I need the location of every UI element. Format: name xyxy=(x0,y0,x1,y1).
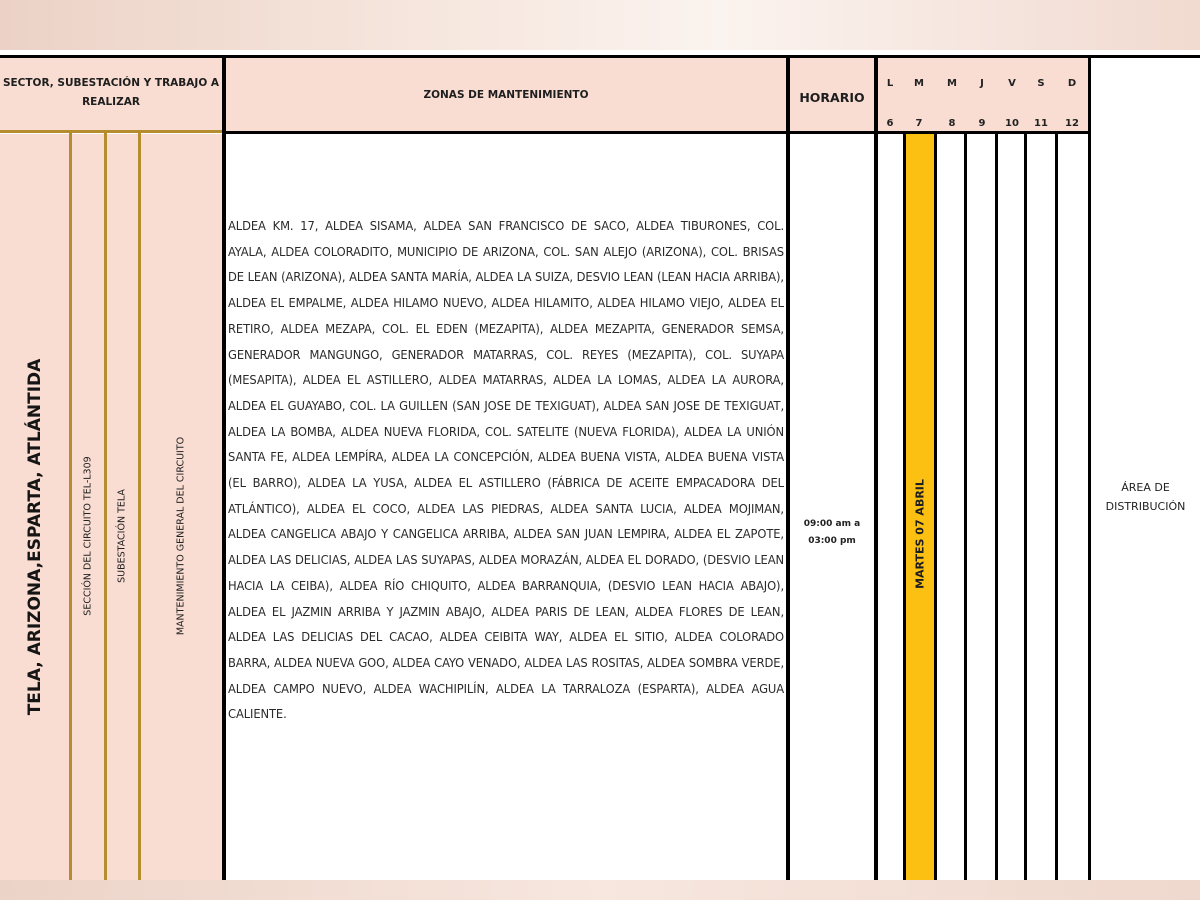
column-divider xyxy=(222,55,226,880)
gold-column-divider xyxy=(104,133,107,880)
header-sector: SECTOR, SUBESTACIÓN Y TRABAJO A REALIZAR xyxy=(2,77,220,108)
day-number: 7 xyxy=(915,118,923,129)
schedule-start: 09:00 am a xyxy=(803,519,861,529)
day-divider xyxy=(1055,134,1058,880)
column-divider xyxy=(1088,55,1091,880)
day-number: 11 xyxy=(1034,118,1048,129)
blurred-background-bottom xyxy=(0,880,1200,900)
gold-header-separator xyxy=(0,130,222,133)
area-label xyxy=(1091,478,1200,516)
schedule-time xyxy=(790,516,874,550)
table-border-top xyxy=(0,55,1200,58)
date-label: MARTES 07 ABRIL xyxy=(913,479,927,589)
day-letter: J xyxy=(980,78,984,89)
circuit-section-label: SECCIÓN DEL CIRCUITO TEL-L309 xyxy=(82,456,94,616)
day-number: 8 xyxy=(948,118,956,129)
column-divider xyxy=(786,55,790,880)
maintenance-schedule-table xyxy=(0,50,1200,880)
day-letter: M xyxy=(914,78,924,89)
day-letter: D xyxy=(1067,78,1077,89)
day-letter: M xyxy=(947,78,957,89)
header-zones: ZONAS DE MANTENIMIENTO xyxy=(423,89,589,101)
day-letter: V xyxy=(1008,78,1016,89)
day-number: 6 xyxy=(886,118,894,129)
area-label-line1: ÁREA DE xyxy=(1121,481,1170,494)
header-schedule: HORARIO xyxy=(799,89,865,105)
column-divider xyxy=(874,55,878,880)
day-number: 9 xyxy=(978,118,986,129)
substation-label: SUBESTACIÓN TELA xyxy=(116,489,128,583)
day-divider xyxy=(995,134,998,880)
day-divider xyxy=(964,134,967,880)
work-description-label: MANTENIMIENTO GENERAL DEL CIRCUITO xyxy=(175,436,187,636)
day-letter: S xyxy=(1037,78,1045,89)
day-divider xyxy=(903,134,906,880)
day-divider xyxy=(934,134,937,880)
blurred-background-top xyxy=(0,0,1200,50)
area-label-line2: DISTRIBUCIÓN xyxy=(1105,500,1186,513)
day-number: 10 xyxy=(1005,118,1019,129)
sector-location-label: TELA, ARIZONA,ESPARTA, ATLÁNTIDA xyxy=(25,358,45,716)
gold-column-divider xyxy=(138,133,141,880)
header-separator xyxy=(222,131,1090,134)
day-number: 12 xyxy=(1065,118,1079,129)
day-divider xyxy=(1024,134,1027,880)
gold-column-divider xyxy=(69,133,72,880)
maintenance-zones-text: ALDEA KM. 17, ALDEA SISAMA, ALDEA SAN FRANCISCO DE SACO, ALDEA TIBURONES, COL. AYALA, ALDEA COLORADITO, MUNICIPIO DE ARIZONA, COL. SAN ALEJO (ARIZONA), COL. BRISAS DE LEAN (ARIZONA), ALDEA SANTA MARÍA, ALDEA LA SUIZA, DESVIO LEAN (LEAN HACIA ARRIBA), ALDEA EL EMPALME, ALDEA HILAMO NUEVO, ALDEA HILAMITO, ALDEA HILAMO VIEJO, ALDEA EL RETIRO, ALDEA MEZAPA, COL. EL EDEN (MEZAPITA), ALDEA MEZAPITA, GENERADOR SEMSA, GENERADOR MANGUNGO, GENERADOR MATARRAS, COL. REYES (MEZAPITA), COL. SUYAPA (MESAPITA), ALDEA EL ASTILLERO, ALDEA MATARRAS, ALDEA LA LOMAS, ALDEA LA AURORA, ALDEA EL GUAYABO, COL. LA GUILLEN (SAN JOSE DE TEXIGUAT), ALDEA SAN JOSE DE TEXIGUAT, ALDEA LA BOMBA, ALDEA NUEVA FLORIDA, COL. SATELITE (NUEVA FLORIDA), ALDEA LA UNIÓN SANTA FE, ALDEA LEMPÍRA, ALDEA LA CONCEPCIÓN, ALDEA BUENA VISTA, ALDEA BUENA VISTA (EL BARRO), ALDEA LA YUSA, ALDEA EL ASTILLERO (FÁBRICA DE ACEITE EMPACADORA DEL ATLÁNTICO), ALDEA EL COCO, ALDEA LAS PIEDRAS, ALDEA SANTA LUCIA, ALDEA MOJIMAN, ALDEA CANGELICA ABAJO Y CANGELICA ARRIBA, ALDEA SAN JUAN LEMPIRA, ALDEA EL ZAPOTE, ALDEA LAS DELICIAS, ALDEA LAS SUYAPAS, ALDEA MORAZÁN, ALDEA EL DORADO, (DESVIO LEAN HACIA LA CEIBA), ALDEA RÍO CHIQUITO, ALDEA BARRANQUIA, (DESVIO LEAN HACIA ABAJO), ALDEA EL JAZMIN ARRIBA Y JAZMIN ABAJO, ALDEA PARIS DE LEAN, ALDEA FLORES DE LEAN, ALDEA LAS DELICIAS DEL CACAO, ALDEA CEIBITA WAY, ALDEA EL SITIO, ALDEA COLORADO BARRA, ALDEA NUEVA GOO, ALDEA CAYO VENADO, ALDEA LAS ROSITAS, ALDEA SOMBRA VERDE, ALDEA CAMPO NUEVO, ALDEA WACHIPILÍN, ALDEA LA TARRALOZA (ESPARTA), ALDEA AGUA CALIENTE. xyxy=(228,219,784,723)
day-letter: L xyxy=(886,78,894,89)
schedule-end: 03:00 pm xyxy=(808,536,856,546)
